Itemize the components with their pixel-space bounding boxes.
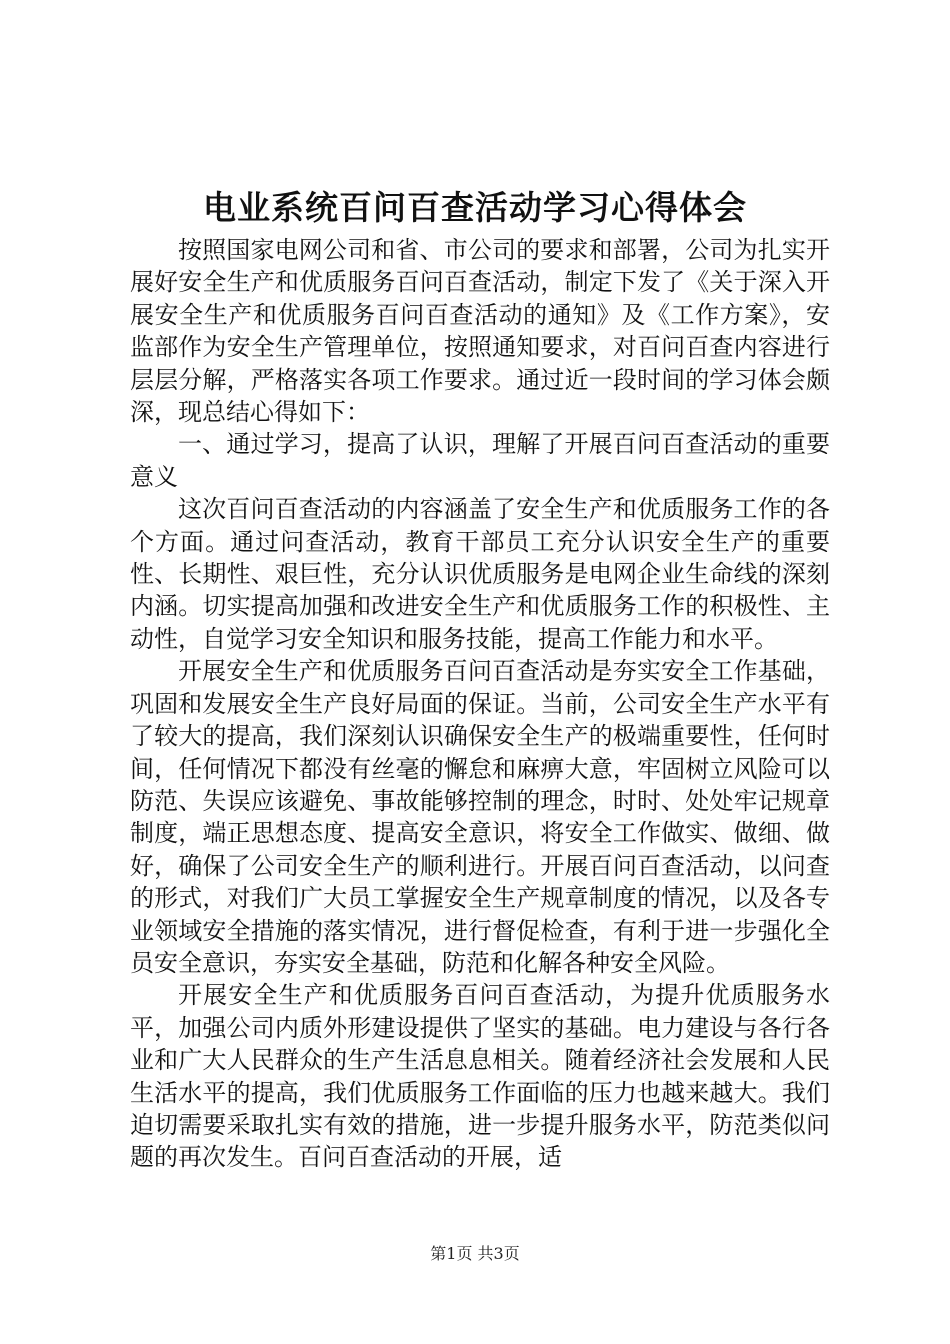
- paragraph-safety-foundation: 开展安全生产和优质服务百问百查活动是夯实安全工作基础，巩固和发展安全生产良好局面的保证。当前，公司安全生产水平有了较大的提高，我们深刻认识确保安全生产的极端重要性，任何时间，任何情况下都没有丝毫的懈怠和麻痹大意，牢固树立风险可以防范、失误应该避免、事故能够控制的理念，时时、处处牢记规章制度，端正思想态度、提高安全意识，将安全工作做实、做细、做好，确保了公司安全生产的顺利进行。开展百问百查活动，以问查的形式，对我们广大员工掌握安全生产规章制度的情况，以及各专业领域安全措施的落实情况，进行督促检查，有利于进一步强化全员安全意识，夯实安全基础，防范和化解各种安全风险。: [130, 657, 830, 977]
- section-heading-1: 一、通过学习，提高了认识，理解了开展百问百查活动的重要意义: [130, 430, 830, 491]
- paragraph-intro: 按照国家电网公司和省、市公司的要求和部署，公司为扎实开展好安全生产和优质服务百问百查活动，制定下发了《关于深入开展安全生产和优质服务百问百查活动的通知》及《工作方案》，安监部作为安全生产管理单位，按照通知要求，对百问百查内容进行层层分解，严格落实各项工作要求。通过近一段时间的学习体会颇深，现总结心得如下：: [130, 236, 830, 427]
- paragraph-activity-scope: 这次百问百查活动的内容涵盖了安全生产和优质服务工作的各个方面。通过问查活动，教育干部员工充分认识安全生产的重要性、长期性、艰巨性，充分认识优质服务是电网企业生命线的深刻内涵。切实提高加强和改进安全生产和优质服务工作的积极性、主动性，自觉学习安全知识和服务技能，提高工作能力和水平。: [130, 495, 830, 653]
- page-number-footer: 第1页 共3页: [430, 1244, 520, 1263]
- paragraph-service-quality: 开展安全生产和优质服务百问百查活动，为提升优质服务水平，加强公司内质外形建设提供了坚实的基础。电力建设与各行各业和广大人民群众的生产生活息息相关。随着经济社会发展和人民生活水平的提高，我们优质服务工作面临的压力也越来越大。我们迫切需要采取扎实有效的措施，进一步提升服务水平，防范类似问题的再次发生。百问百查活动的开展，适: [130, 981, 830, 1172]
- document-title: 电业系统百问百查活动学习心得体会: [203, 188, 747, 227]
- document-body: [130, 234, 830, 1174]
